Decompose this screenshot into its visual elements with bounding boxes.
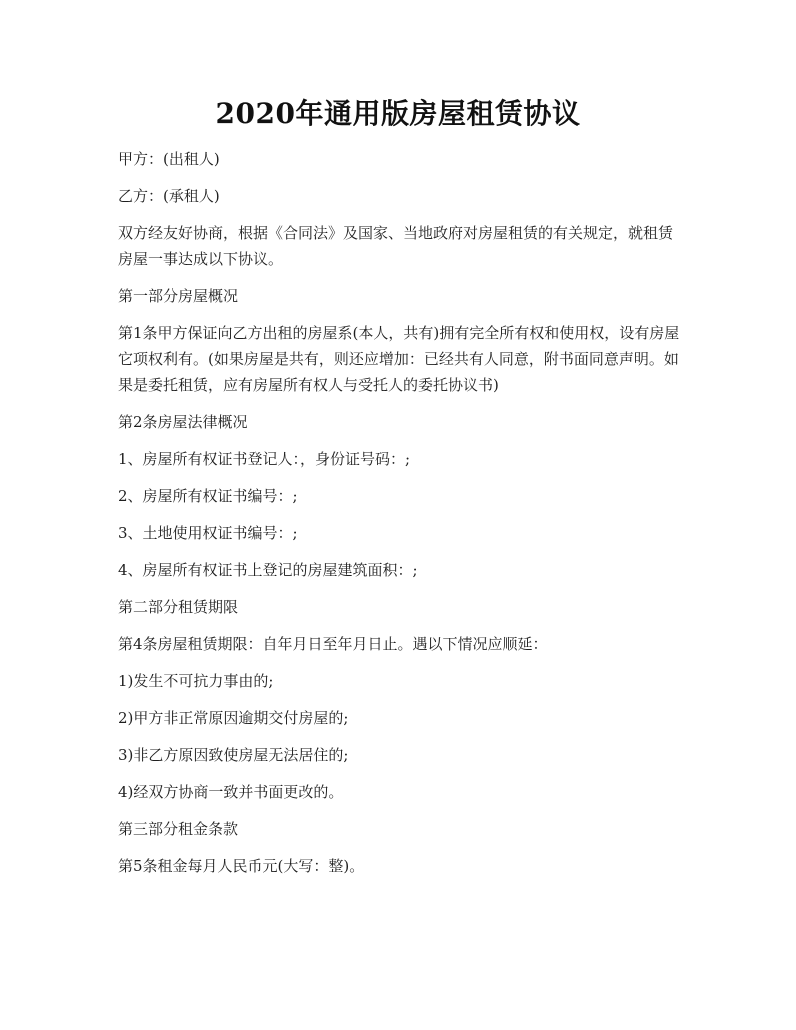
section-heading-part-one: 第一部分房屋概况: [118, 287, 239, 305]
article-1-paragraph: 第1条甲方保证向乙方出租的房屋系(本人，共有)拥有完全所有权和使用权，设有房屋它项权利有。(如果房屋是共有，则还应增加：已经共有人同意，附书面同意声明。如果是委托租赁，应有房屋所有权人与受托人的委托协议书): [118, 324, 680, 394]
article-4-paragraph: 第4条房屋租赁期限：自年月日至年月日止。遇以下情况应顺延：: [118, 635, 548, 653]
article-5-paragraph: 第5条租金每月人民币元(大写：整)。: [118, 857, 365, 875]
list-item: 1)发生不可抗力事由的;: [118, 672, 274, 690]
list-item: 4)经双方协商一致并书面更改的。: [118, 783, 344, 801]
party-b-line: 乙方：(承租人): [118, 187, 220, 205]
list-item: 2)甲方非正常原因逾期交付房屋的;: [118, 709, 349, 727]
party-a-line: 甲方：(出租人): [118, 150, 220, 168]
list-item: 2、房屋所有权证书编号：;: [118, 487, 298, 505]
document-body: [118, 146, 684, 890]
preamble-paragraph: 双方经友好协商，根据《合同法》及国家、当地政府对房屋租赁的有关规定，就租赁房屋一事达成以下协议。: [118, 224, 674, 268]
document-title: 2020年通用版房屋租赁协议: [215, 97, 581, 130]
list-item: 1、房屋所有权证书登记人：，身份证号码：;: [118, 450, 411, 468]
section-heading-part-three: 第三部分租金条款: [118, 820, 239, 838]
article-2-heading: 第2条房屋法律概况: [118, 413, 248, 431]
list-item: 3、土地使用权证书编号：;: [118, 524, 298, 542]
list-item: 4、房屋所有权证书上登记的房屋建筑面积：;: [118, 561, 418, 579]
list-item: 3)非乙方原因致使房屋无法居住的;: [118, 746, 349, 764]
section-heading-part-two: 第二部分租赁期限: [118, 598, 239, 616]
